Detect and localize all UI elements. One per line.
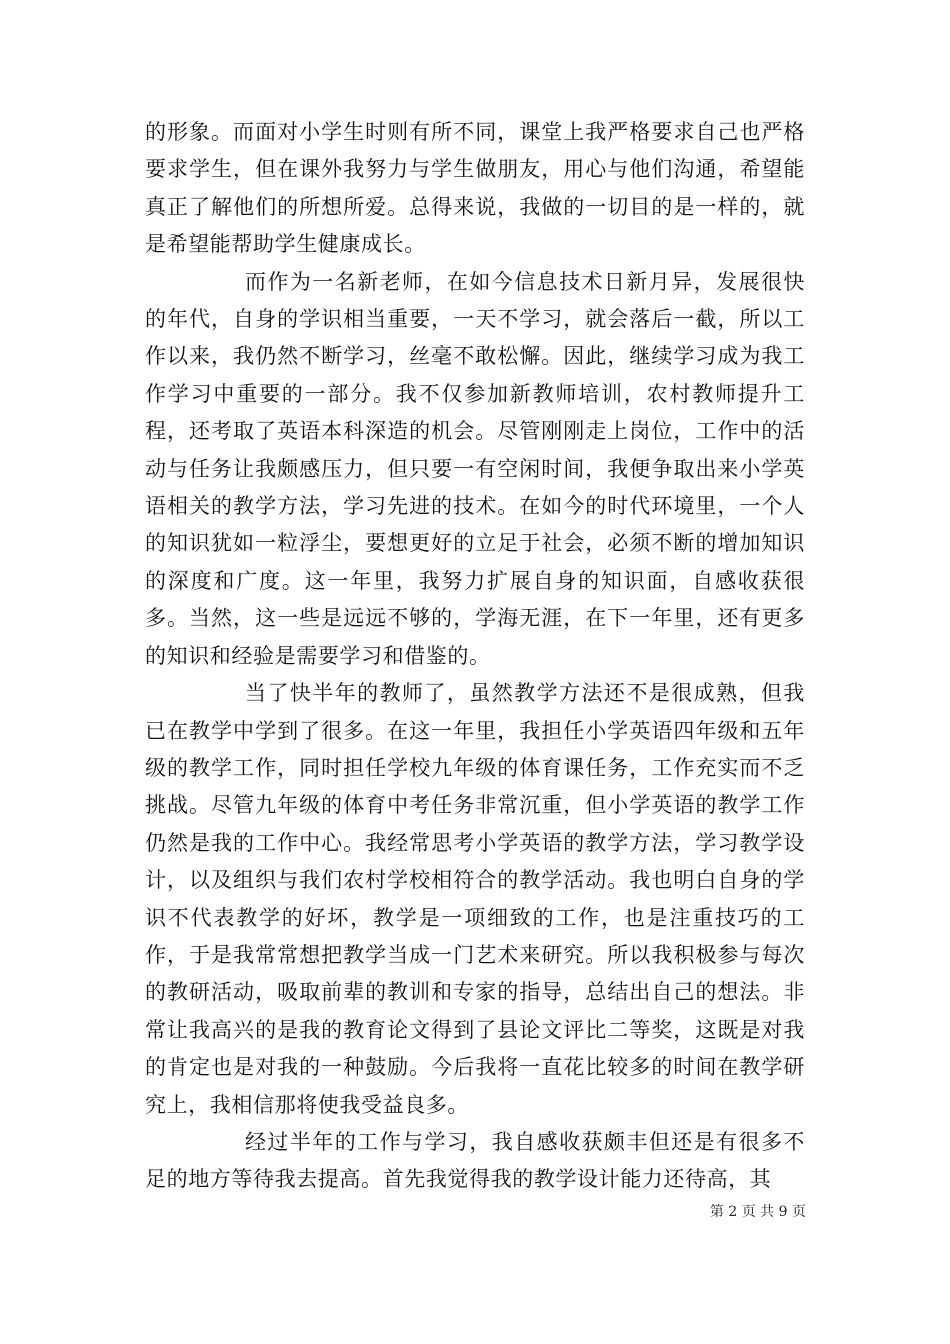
paragraph-teaching-work: 当了快半年的教师了，虽然教学方法还不是很成熟，但我已在教学中学到了很多。在这一年里，我担任小学英语四年级和五年级的教学工作，同时担任学校九年级的体育课任务，工作充实而不乏挑战。尽管九年级的体育中考任务非常沉重，但小学英语的教学工作仍然是我的工作中心。我经常思考小学英语的教学方法，学习教学设计，以及组织与我们农村学校相符合的教学活动。我也明白自身的学识不代表教学的好坏，教学是一项细致的工作，也是注重技巧的工作，于是我常常想把教学当成一门艺术来研究。所以我积极参与每次的教研活动，吸取前辈的教训和专家的指导，总结出自己的想法。非常让我高兴的是我的教育论文得到了县论文评比二等奖，这既是对我的肯定也是对我的一种鼓励。今后我将一直花比较多的时间在教学研究上，我相信那将使我受益良多。 [145, 681, 805, 1117]
paragraph-continuation: 的形象。而面对小学生时则有所不同，课堂上我严格要求自己也严格要求学生，但在课外我努力与学生做朋友，用心与他们沟通，希望能真正了解他们的所想所爱。总得来说，我做的一切目的是一样的，就是希望能帮助学生健康成长。 [145, 120, 805, 257]
page-number-footer: 第 2 页 共 9 页 [709, 1204, 806, 1220]
body-text [145, 114, 805, 1199]
paragraph-continued-learning: 而作为一名新老师，在如今信息技术日新月异，发展很快的年代，自身的学识相当重要，一天不学习，就会落后一截，所以工作以来，我仍然不断学习，丝毫不敢松懈。因此，继续学习成为我工作学习中重要的一部分。我不仅参加新教师培训，农村教师提升工程，还考取了英语本科深造的机会。尽管刚刚走上岗位，工作中的活动与任务让我颇感压力，但只要一有空闲时间，我便争取出来小学英语相关的教学方法，学习先进的技术。在如今的时代环境里，一个人的知识犹如一粒浮尘，要想更好的立足于社会，必须不断的增加知识的深度和广度。这一年里，我努力扩展自身的知识面，自感收获很多。当然，这一些是远远不够的，学海无涯，在下一年里，还有更多的知识和经验是需要学习和借鉴的。 [145, 269, 805, 668]
paragraph-shortcomings: 经过半年的工作与学习，我自感收获颇丰但还是有很多不足的地方等待我去提高。首先我觉得我的教学设计能力还待高，其 [145, 1129, 805, 1192]
